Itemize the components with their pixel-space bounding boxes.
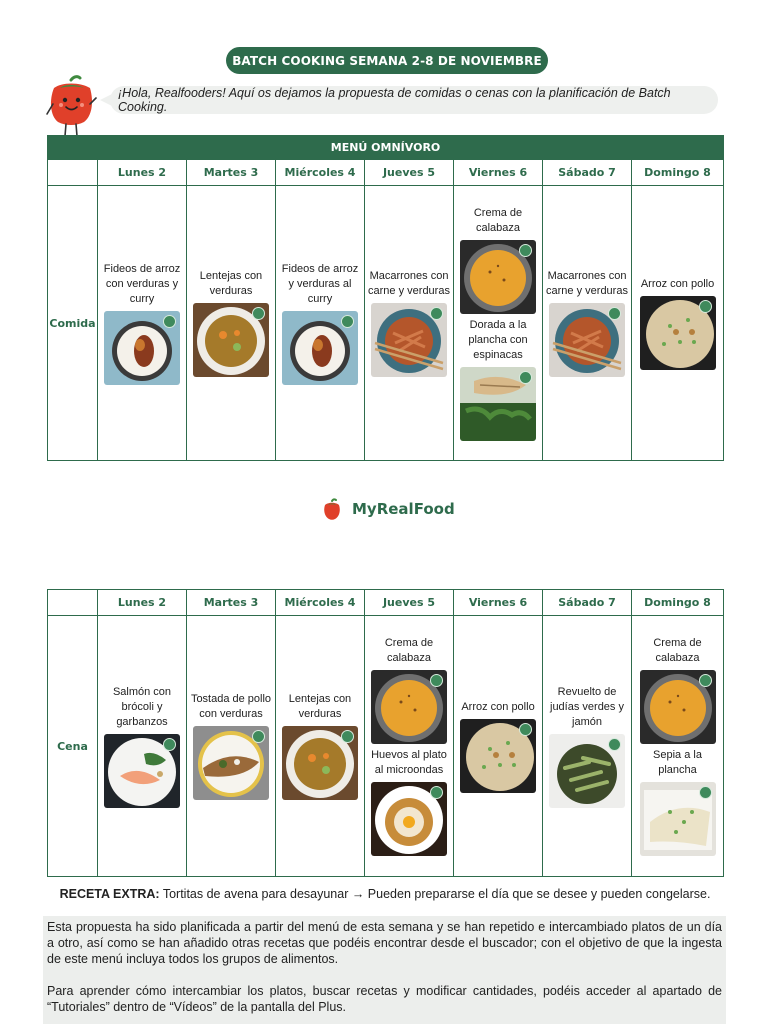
rice-curry-photo <box>282 311 358 385</box>
pasta-photo <box>549 303 625 377</box>
dish-name: Crema de calabaza <box>473 206 523 234</box>
day-header: Jueves 5 <box>365 160 454 186</box>
brand-name: MyRealFood <box>352 500 455 518</box>
menu-title: MENÚ OMNÍVORO <box>48 136 724 160</box>
note-paragraph: Esta propuesta ha sido planificada a partir del menú de esta semana y se han repetido e intercambiado platos de un día a otro, así como se han añadido otras recetas que podéis encontrar desde el buscador; con el objetivo de que la ingesta de este menú incluya todos los grupos de alimentos. <box>47 920 722 966</box>
meal-cell <box>632 186 724 461</box>
plus-badge-icon <box>163 315 176 328</box>
dish <box>368 636 450 744</box>
plus-badge-icon <box>252 307 265 320</box>
pepper-mascot-icon <box>44 74 98 138</box>
dish <box>457 206 539 314</box>
plus-badge-icon <box>341 730 354 743</box>
day-header: Domingo 8 <box>632 160 724 186</box>
dish-name: Fideos de arroz con verduras y curry <box>103 262 181 305</box>
dish-name: Arroz con pollo <box>461 700 535 713</box>
meal-cell <box>187 616 276 877</box>
dish-name: Arroz con pollo <box>640 277 715 290</box>
green-beans-photo <box>549 734 625 808</box>
dish <box>457 700 539 793</box>
day-header: Domingo 8 <box>632 590 724 616</box>
meal-cell <box>187 186 276 461</box>
day-header: Miércoles 4 <box>276 590 365 616</box>
dish <box>190 692 272 800</box>
meal-cell <box>365 186 454 461</box>
extra-recipe-text: Tortitas de avena para desayunar → Pueden prepararse el día que se desee y pueden congelarse. <box>159 887 711 901</box>
dish <box>546 685 628 808</box>
plus-badge-icon <box>430 786 443 799</box>
plus-badge-icon <box>163 738 176 751</box>
dish-name: Salmón con brócoli y garbanzos <box>112 685 172 728</box>
notes-box <box>43 916 726 1024</box>
dinner-row <box>48 616 724 877</box>
meal-cell <box>632 616 724 877</box>
page-title: BATCH COOKING SEMANA 2-8 DE NOVIEMBRE <box>226 47 548 74</box>
meal-cell <box>543 186 632 461</box>
day-header: Martes 3 <box>187 160 276 186</box>
plus-badge-icon <box>430 674 443 687</box>
extra-recipe-label: RECETA EXTRA: <box>59 887 160 901</box>
day-header: Miércoles 4 <box>276 160 365 186</box>
dish <box>635 636 720 744</box>
meal-cell <box>98 616 187 877</box>
brand-logo <box>322 497 455 521</box>
days-header-row <box>48 590 724 616</box>
dish-name: Fideos de arroz y verduras al curry <box>281 262 359 305</box>
cuttlefish-photo <box>640 782 716 856</box>
rice-curry-photo <box>104 311 180 385</box>
plus-badge-icon <box>341 315 354 328</box>
day-header: Lunes 2 <box>98 590 187 616</box>
day-header: Jueves 5 <box>365 590 454 616</box>
day-header: Sábado 7 <box>543 590 632 616</box>
dish-name: Huevos al plato al microondas <box>371 749 447 776</box>
plus-badge-icon <box>608 307 621 320</box>
day-header: Lunes 2 <box>98 160 187 186</box>
extra-recipe <box>47 887 723 901</box>
dish-name: Crema de calabaza <box>384 637 434 664</box>
meal-cell <box>276 616 365 877</box>
dish-name: Sepia a la plancha <box>653 749 702 776</box>
meal-cell <box>98 186 187 461</box>
meal-cell <box>276 186 365 461</box>
meal-cell <box>454 616 543 877</box>
salmon-photo <box>104 734 180 808</box>
plus-badge-icon <box>519 371 532 384</box>
note-paragraph: Para aprender cómo intercambiar los platos, buscar recetas y modificar cantidades, podéis acceder al apartado de “Tutoriales” dentro de “Vídeos” de la pantalla del Plus. <box>47 984 722 1014</box>
fish-spinach-photo <box>460 367 536 441</box>
dish <box>635 748 720 856</box>
pasta-photo <box>371 303 447 377</box>
day-header: Martes 3 <box>187 590 276 616</box>
dish-name: Macarrones con carne y verduras <box>546 270 628 297</box>
pumpkin-soup-photo <box>640 670 716 744</box>
plus-badge-icon <box>699 674 712 687</box>
dish <box>457 318 539 441</box>
plus-badge-icon <box>430 307 443 320</box>
meal-label: Cena <box>48 616 98 877</box>
dish <box>546 269 628 377</box>
plus-badge-icon <box>252 730 265 743</box>
day-header: Viernes 6 <box>454 160 543 186</box>
dish-name: Lentejas con verduras <box>199 270 263 297</box>
chicken-rice-photo <box>640 296 716 370</box>
plus-badge-icon <box>699 300 712 313</box>
meal-cell <box>365 616 454 877</box>
dish <box>279 692 361 800</box>
meal-label: Comida <box>48 186 98 461</box>
pumpkin-soup-photo <box>371 670 447 744</box>
greeting-bubble: ¡Hola, Realfooders! Aquí os dejamos la propuesta de comidas o cenas con la planificación de Batch Cooking. <box>110 86 718 114</box>
day-header: Sábado 7 <box>543 160 632 186</box>
toast-photo <box>193 726 269 800</box>
dish <box>101 262 183 385</box>
lunch-menu-table <box>47 135 724 461</box>
dish <box>368 748 450 856</box>
dish-name: Macarrones con carne y verduras <box>368 270 450 297</box>
days-header-row <box>48 160 724 186</box>
day-header: Viernes 6 <box>454 590 543 616</box>
dish <box>368 269 450 377</box>
meal-cell <box>454 186 543 461</box>
dish-name: Tostada de pollo con verduras <box>190 693 272 720</box>
dish-name: Crema de calabaza <box>653 637 702 664</box>
meal-cell <box>543 616 632 877</box>
plus-badge-icon <box>519 244 532 257</box>
plus-badge-icon <box>608 738 621 751</box>
chicken-rice-photo <box>460 719 536 793</box>
dish-name: Dorada a la plancha con espinacas <box>468 318 528 361</box>
pepper-logo-icon <box>322 498 342 520</box>
dish <box>101 685 183 808</box>
pumpkin-soup-photo <box>460 240 536 314</box>
dish <box>635 277 720 370</box>
dish-name: Revuelto de judías verdes y jamón <box>550 685 624 728</box>
dinner-menu-table <box>47 589 724 877</box>
lentil-stew-photo <box>193 303 269 377</box>
egg-photo <box>371 782 447 856</box>
dish <box>190 269 272 377</box>
plus-badge-icon <box>699 786 712 799</box>
dish <box>279 262 361 385</box>
lentil-stew-photo <box>282 726 358 800</box>
dish-name: Lentejas con verduras <box>288 693 352 720</box>
lunch-row <box>48 186 724 461</box>
plus-badge-icon <box>519 723 532 736</box>
